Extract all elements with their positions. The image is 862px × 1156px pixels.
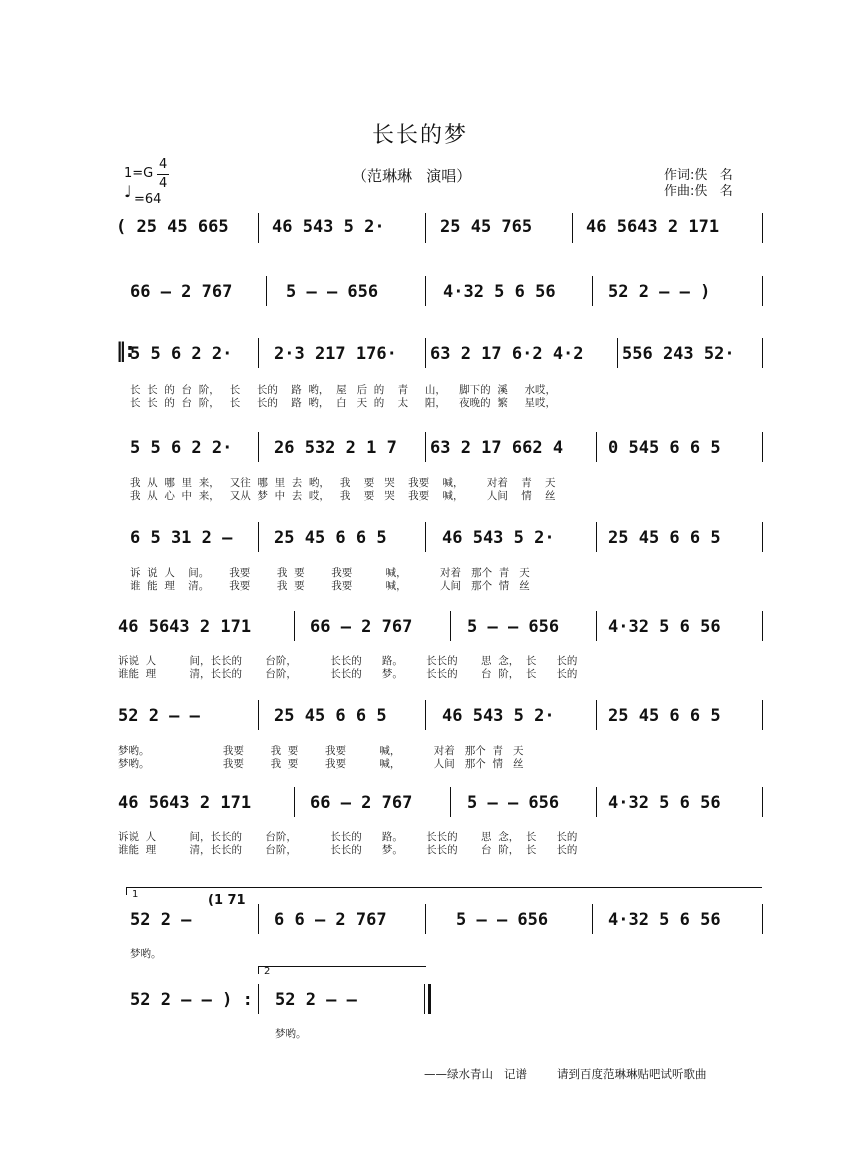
barline xyxy=(425,522,426,552)
barline xyxy=(592,904,593,934)
row6-measure1: 46 5643 2 171 xyxy=(118,617,252,637)
time-signature-bottom: 4 xyxy=(159,176,168,191)
barline xyxy=(762,787,763,817)
row5-lyrics-verse1: 诉 说 人 间。 我要 我 要 我要 喊， 对着 那个 青 天 xyxy=(130,567,530,579)
row2-measure2: 5 – – 656 xyxy=(286,282,379,302)
barline xyxy=(762,904,763,934)
row8-lyrics-verse2: 谁能 理 清，长长的 台阶， 长长的 梦。 长长的 台 阶， 长 长的 xyxy=(118,844,578,856)
listen-note: 请到百度范琳琳贴吧试听歌曲 xyxy=(557,1067,707,1081)
barline xyxy=(596,700,597,730)
barline xyxy=(425,213,426,243)
row8-lyrics-verse1: 诉说 人 间，长长的 台阶， 长长的 路。 长长的 思 念， 长 长的 xyxy=(118,831,578,843)
row8-measure3: 5 – – 656 xyxy=(467,793,560,813)
row9-measure4: 4·32 5 6 56 xyxy=(608,910,721,930)
row7-measure4: 25 45 6 6 5 xyxy=(608,706,721,726)
barline xyxy=(258,700,259,730)
barline xyxy=(596,432,597,462)
row8-measure1: 46 5643 2 171 xyxy=(118,793,252,813)
row2-measure1: 66 – 2 767 xyxy=(130,282,233,302)
barline xyxy=(294,787,295,817)
barline xyxy=(450,611,451,641)
barline xyxy=(258,984,259,1014)
row2-measure3: 4·32 5 6 56 xyxy=(443,282,556,302)
row3-measure4: 556 243 52· xyxy=(622,344,735,364)
barline xyxy=(762,338,763,368)
row10-measure2: 52 2 – – xyxy=(275,990,357,1010)
barline xyxy=(762,213,763,243)
row3-measure3: 63 2 17 6·2 4·2 xyxy=(430,344,584,364)
barline xyxy=(596,522,597,552)
row7-measure3: 46 543 5 2· xyxy=(442,706,555,726)
row2-measure4: 52 2 – – ) xyxy=(608,282,711,302)
row7-lyrics-verse2: 梦哟。 我要 我 要 我要 喊， 人间 那个 情 丝 xyxy=(118,758,524,770)
row5-measure1: 6 5 31 2 – xyxy=(130,528,233,548)
barline xyxy=(258,338,259,368)
volta1-bracket-edge xyxy=(126,887,127,895)
barline xyxy=(425,700,426,730)
row6-measure2: 66 – 2 767 xyxy=(310,617,413,637)
row6-measure4: 4·32 5 6 56 xyxy=(608,617,721,637)
row7-measure2: 25 45 6 6 5 xyxy=(274,706,387,726)
song-subtitle: （范琳琳 演唱） xyxy=(352,167,472,185)
volta1-number: 1 xyxy=(132,889,139,900)
key-signature: 1=G xyxy=(124,166,154,181)
row10-lyrics: 梦哟。 xyxy=(275,1028,307,1040)
barline xyxy=(762,276,763,306)
barline xyxy=(572,213,573,243)
barline xyxy=(294,611,295,641)
barline xyxy=(425,338,426,368)
barline xyxy=(762,432,763,462)
row7-lyrics-verse1: 梦哟。 我要 我 要 我要 喊， 对着 那个 青 天 xyxy=(118,745,524,757)
tempo-marking: =64 xyxy=(134,192,162,207)
row3-lyrics-verse2: 长 长 的 台 阶， 长 长的 路 哟， 白 天 的 太 阳， 夜晚的 繁 星哎， xyxy=(130,397,557,409)
row5-measure4: 25 45 6 6 5 xyxy=(608,528,721,548)
final-barline-thin xyxy=(424,984,425,1014)
composer-credit: 作曲:佚 名 xyxy=(664,184,733,199)
row10-measure1: 52 2 – – ) : xyxy=(130,990,253,1010)
volta1-bracket xyxy=(126,887,762,888)
barline xyxy=(762,611,763,641)
row1-measure3: 25 45 765 xyxy=(440,217,533,237)
barline xyxy=(266,276,267,306)
final-barline-thick xyxy=(428,984,431,1014)
row9-measure3: 5 – – 656 xyxy=(456,910,549,930)
barline xyxy=(258,213,259,243)
row5-measure2: 25 45 6 6 5 xyxy=(274,528,387,548)
row1-measure4: 46 5643 2 171 xyxy=(586,217,720,237)
barline xyxy=(258,904,259,934)
row4-measure2: 26 532 2 1 7 xyxy=(274,438,397,458)
row3-measure2: 2·3 217 176· xyxy=(274,344,397,364)
barline xyxy=(425,276,426,306)
row6-measure3: 5 – – 656 xyxy=(467,617,560,637)
row3-measure1: 5 5 6 2 2· xyxy=(130,344,233,364)
barline xyxy=(617,338,618,368)
barline xyxy=(762,700,763,730)
time-signature-line xyxy=(157,174,169,175)
row6-lyrics-verse1: 诉说 人 间，长长的 台阶， 长长的 路。 长长的 思 念， 长 长的 xyxy=(118,655,578,667)
row8-measure2: 66 – 2 767 xyxy=(310,793,413,813)
row4-lyrics-verse1: 我 从 哪 里 来， 又往 哪 里 去 哟， 我 要 哭 我要 喊， 对着 青 天 xyxy=(130,477,556,489)
row5-lyrics-verse2: 谁 能 理 清。 我要 我 要 我要 喊， 人间 那个 情 丝 xyxy=(130,580,530,592)
row6-lyrics-verse2: 谁能 理 清，长长的 台阶， 长长的 梦。 长长的 台 阶， 长 长的 xyxy=(118,668,578,680)
barline xyxy=(425,904,426,934)
barline xyxy=(258,432,259,462)
row5-measure3: 46 543 5 2· xyxy=(442,528,555,548)
barline xyxy=(762,522,763,552)
row1-measure2: 46 543 5 2· xyxy=(272,217,385,237)
row3-lyrics-verse1: 长 长 的 台 阶， 长 长的 路 哟， 屋 后 的 青 山， 脚下的 溪 水哎， xyxy=(130,384,557,396)
barline xyxy=(596,611,597,641)
volta2-number: 2 xyxy=(264,966,271,977)
quarter-note-icon: ♩ xyxy=(124,182,132,201)
song-title: 长长的梦 xyxy=(372,123,469,148)
lyricist-credit: 作词:佚 名 xyxy=(664,168,733,183)
grace-notes: (1 71 xyxy=(208,893,246,908)
volta2-bracket xyxy=(258,966,426,967)
row7-measure1: 52 2 – – xyxy=(118,706,200,726)
barline xyxy=(425,432,426,462)
row4-measure1: 5 5 6 2 2· xyxy=(130,438,233,458)
barline xyxy=(258,522,259,552)
transcriber-credit: ——绿水青山 记谱 xyxy=(424,1067,527,1081)
barline xyxy=(596,787,597,817)
row9-lyrics: 梦哟。 xyxy=(130,948,162,960)
row1-measure1: ( 25 45 665 xyxy=(116,217,229,237)
repeat-start: ‖: xyxy=(116,338,134,362)
row9-measure1: 52 2 – xyxy=(130,910,192,930)
row9-measure2: 6 6 – 2 767 xyxy=(274,910,387,930)
time-signature-top: 4 xyxy=(159,157,168,172)
barline xyxy=(450,787,451,817)
row4-measure3: 63 2 17 662 4 xyxy=(430,438,564,458)
row4-lyrics-verse2: 我 从 心 中 来， 又从 梦 中 去 哎， 我 要 哭 我要 喊， 人间 情 丝 xyxy=(130,490,556,502)
volta2-bracket-edge xyxy=(258,966,259,974)
barline xyxy=(592,276,593,306)
row4-measure4: 0 545 6 6 5 xyxy=(608,438,721,458)
row8-measure4: 4·32 5 6 56 xyxy=(608,793,721,813)
